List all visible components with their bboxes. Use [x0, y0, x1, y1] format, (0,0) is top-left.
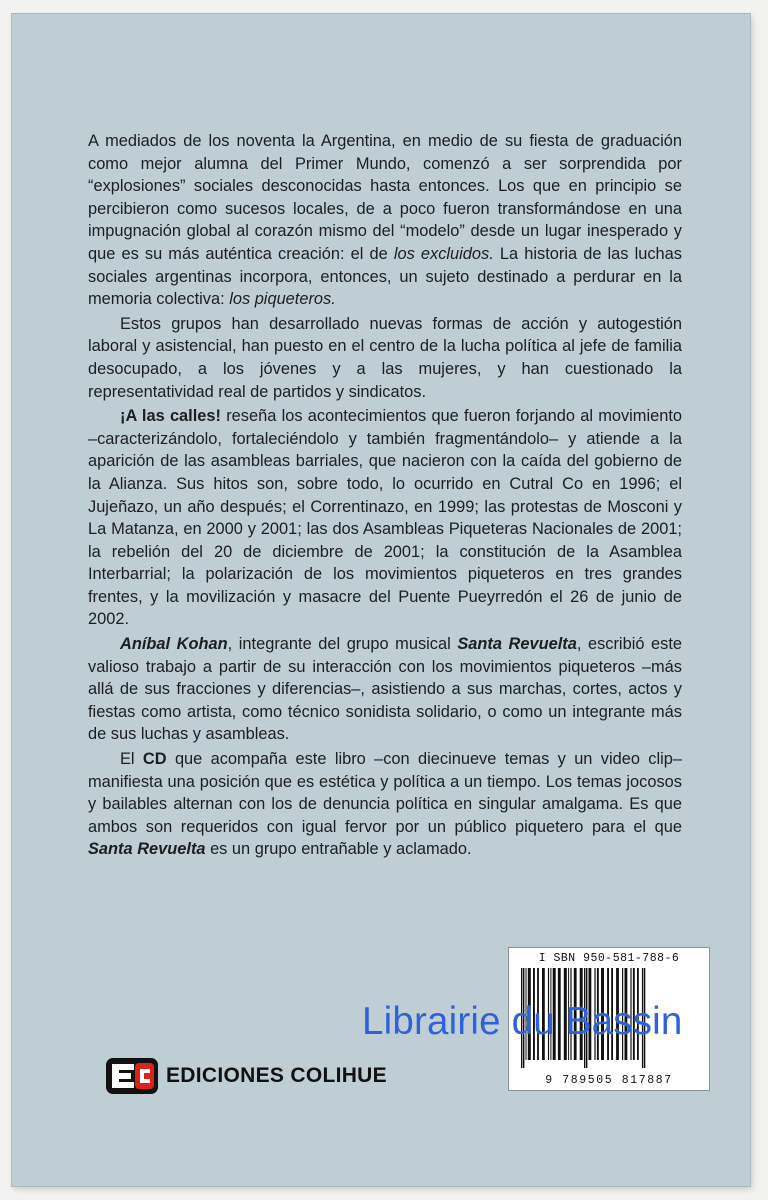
emphasis-los-piqueteros: los piqueteros. [229, 290, 336, 309]
publisher-logo-icon [106, 1058, 158, 1094]
book-title-mention: ¡A las calles! [120, 407, 221, 426]
blurb-paragraph-5: El CD que acompaña este libro –con diecinueve temas y un video clip– manifiesta una posición que es estética y política a un tiempo. Los temas jocosos y bailables alternan con los de denuncia política en singular amalgama. Es que ambos son requeridos con igual fervor por un público piquetero para el que Santa Revuelta es un grupo entrañable y aclamado. [88, 750, 682, 859]
band-name: Santa Revuelta [88, 840, 206, 859]
blurb-paragraph-1: A mediados de los noventa la Argentina, en medio de su fiesta de graduación como mejor alumna del Primer Mundo, comenzó a ser sorprendida por “explosiones” sociales desconocidas hasta entonces. Los que en principio se percibieron como sucesos locales, de a poco fueron transformándose en una impugnación global al corazón mismo del “modelo” desde un lugar inesperado y que es su más auténtica creación: el de los excluidos. La historia de las luchas sociales argentinas incorpora, entonces, un sujeto destinado a perdurar en la memoria colectiva: los piqueteros. [88, 132, 682, 309]
isbn-number: I SBN 950-581-788-6 [538, 952, 680, 965]
band-name: Santa Revuelta [457, 635, 577, 654]
blurb-paragraph-3: ¡A las calles! reseña los acontecimientos que fueron forjando al movimiento –caracterizándolo, fortaleciéndolo y también fragmentándolo– y atiende a la aparición de las asambleas barriales, que nacieron con la caída del gobierno de la Alianza. Sus hitos son, sobre todo, lo ocurrido en Cutral Co en 1996; el Jujeñazo, un año después; el Correntinazo, en 1999; las protestas de Mosconi y La Matanza, en 2000 y 2001; las dos Asambleas Piqueteras Nacionales de 2001; la rebelión del 20 de diciembre de 2001; la constitución de la Asamblea Interbarrial; la polarización de los movimientos piqueteros en tres grandes frentes, y la movilización y masacre del Puente Pueyrredón el 26 de junio de 2002. [88, 407, 682, 629]
publisher-imprint [106, 1058, 387, 1094]
blurb-paragraph-2: Estos grupos han desarrollado nuevas formas de acción y autogestión laboral y asistencial, han puesto en el centro de la lucha política al jefe de familia desocupado, a los jóvenes y a las mujeres, y han cuestionado la representatividad real de partidos y sindicatos. [88, 314, 682, 401]
blurb-paragraph-4: Aníbal Kohan, integrante del grupo musical Santa Revuelta, escribió este valioso trabajo a partir de su interacción con los movimientos piqueteros –más allá de sus fracciones y diferencias–, asistiendo a sus marchas, cortes, actos y fiestas como artista, como técnico sonidista solidario, o como un integrante más de sus luchas y asambleas. [88, 635, 682, 744]
blurb-text [88, 130, 682, 863]
author-name: Aníbal Kohan [120, 635, 228, 654]
emphasis-los-excluidos: los excluidos. [393, 244, 494, 263]
cd-mention: CD [142, 750, 167, 769]
watermark-text: Librairie du Bassin [362, 1000, 683, 1043]
publisher-name: EDICIONES COLIHUE [166, 1064, 387, 1087]
ean-digits: 9 789505 817887 [545, 1074, 673, 1087]
